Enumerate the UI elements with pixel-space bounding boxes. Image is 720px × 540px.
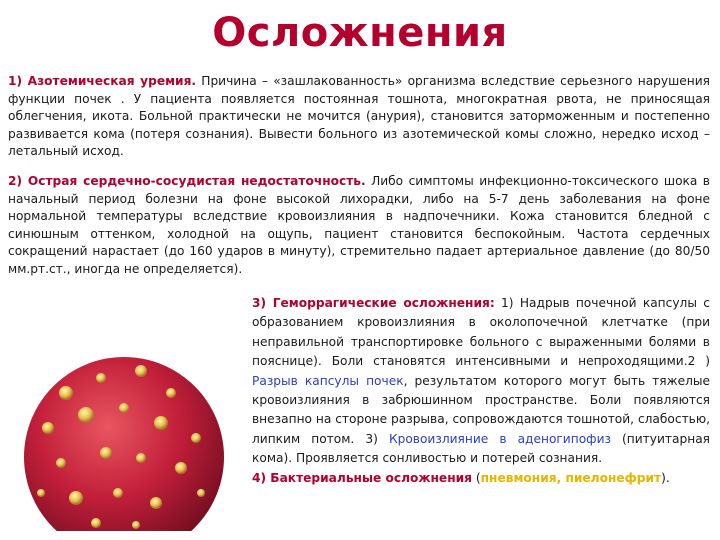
section-cardiovascular-insufficiency: [8, 173, 710, 279]
section3-blue-capsule-rupture: Разрыв капсулы почек: [252, 373, 404, 388]
page-title: Осложнения: [212, 10, 508, 56]
section1-text: Причина – «зашлакованность» организма вследствие серьезного нарушения функции почек . У пациента появляется постоянная тошнота, многократная рвота, не приносящая облегчения, икота. Больной практически не мочится (анурия), становится заторможенным и постепенно развивается кома (потеря сознания). Вывести больного из азотемической комы сложно, нередко исход – летальный исход.: [8, 74, 710, 159]
cell-illustration: [6, 353, 242, 531]
section3-text-part2: , результатом которого могут быть тяжелые кровоизлияния в забрюшинном пространстве. Боли появляются внезапно на стороне разрыва, сопровождаются тошнотой, слабостью, липким потом. 3): [252, 373, 710, 446]
section1-heading: 1) Азотемическая уремия.: [8, 74, 197, 88]
section-azotemic-uremia: [8, 73, 710, 161]
section3-text-part3: (питуитарная кома). Проявляется сонливостью и потерей сознания.: [252, 431, 710, 466]
section3-text-part1: 1) Надрыв почечной капсулы с образованием кровоизлияния в околопочечной клетчатке (при неправильной транспортировке больного с выраженными болями в пояснице). Боли становятся интенсивными и непроходящими.2 ): [252, 296, 710, 369]
cell-image: [6, 353, 242, 531]
section2-heading: 2) Острая сердечно-сосудистая недостаточность.: [8, 174, 366, 188]
section4-heading: 4) Бактериальные осложнения: [252, 470, 472, 485]
section4-open-paren: (: [471, 470, 481, 485]
section3-blue-adenohypophysis: Кровоизлияние в аденогипофиз: [388, 431, 611, 446]
section2-text: Либо симптомы инфекционно-токсического шока в начальный период болезни на фоне высокой лихорадки, либо на 5-7 день заболевания на фоне нормальной температуры вследствие кровоизлияния в надпочечники. Кожа становится бледной с синюшным оттенком, холодной на ощупь, пациент становится беспокойным. Частота сердечных сокращений нарастает (до 160 ударов в минуту), стремительно падает артериальное давление (до 80/50 мм.рт.ст., иногда не определяется).: [8, 174, 710, 276]
section4-close-paren: ).: [661, 470, 670, 485]
section3-heading: 3) Геморрагические осложнения:: [252, 296, 495, 310]
section4-highlight: пневмония, пиелонефрит: [480, 470, 662, 485]
section-hemorrhagic-and-bacterial: [252, 294, 710, 488]
